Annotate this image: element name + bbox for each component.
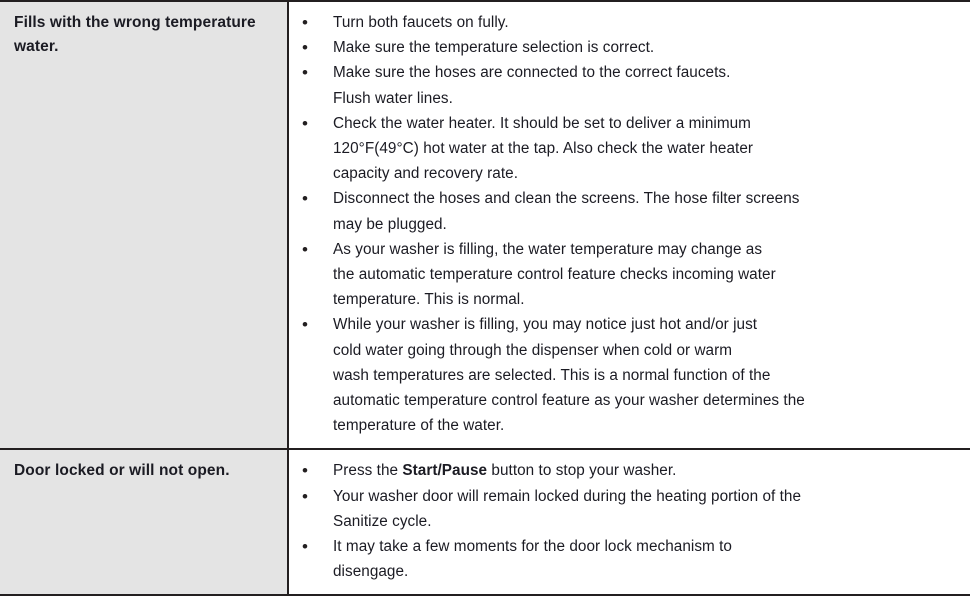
solution-line: may be plugged. [333, 215, 447, 233]
solution-line: Make sure the temperature selection is correct. [333, 39, 655, 57]
solution-line: Flush water lines. [333, 89, 453, 107]
symptom-text: Fills with the wrong temperature water. [14, 14, 256, 55]
emphasized-term: Start/Pause [402, 462, 488, 480]
bullet-icon: • [302, 461, 309, 481]
bullet-icon: • [302, 537, 309, 557]
table-body [0, 1, 970, 595]
symptom-text: Door locked or will not open. [14, 462, 230, 480]
bullet-icon: • [302, 113, 309, 133]
solution-item [289, 312, 962, 438]
solution-line: automatic temperature control feature as your washer determines the [333, 392, 805, 410]
solution-item [289, 534, 962, 584]
solution-line: wash temperatures are selected. This is a normal function of the [333, 366, 771, 384]
solution-line: temperature of the water. [333, 417, 505, 435]
solution-text [333, 458, 962, 483]
solution-item [289, 458, 962, 483]
solution-line: 120°F(49°C) hot water at the tap. Also check the water heater [333, 140, 754, 158]
solution-line: As your washer is filling, the water temperature may change as [333, 240, 763, 258]
solution-line: capacity and recovery rate. [333, 165, 519, 183]
text-run: button to stop your washer. [487, 462, 677, 480]
solution-line: Sanitize cycle. [333, 512, 432, 530]
solution-line: Disconnect the hoses and clean the screens. The hose filter screens [333, 190, 800, 208]
solution-line: cold water going through the dispenser when cold or warm [333, 341, 733, 359]
bullet-icon: • [302, 315, 309, 335]
symptom-cell [0, 1, 288, 449]
solution-item [289, 10, 962, 35]
solution-line: temperature. This is normal. [333, 291, 525, 309]
solution-list [289, 458, 962, 584]
solution-cell [288, 1, 970, 449]
text-run: Press the [333, 462, 403, 480]
solution-line: Check the water heater. It should be set to deliver a minimum [333, 114, 751, 132]
bullet-icon: • [302, 486, 309, 506]
solution-item [289, 237, 962, 313]
solution-item [289, 111, 962, 187]
symptom-cell [0, 449, 288, 595]
solution-cell [288, 449, 970, 595]
solution-line: Your washer door will remain locked during the heating portion of the [333, 487, 802, 505]
solution-line: It may take a few moments for the door lock mechanism to [333, 538, 732, 556]
table-row [0, 449, 970, 595]
solution-item [289, 35, 962, 60]
bullet-icon: • [302, 13, 309, 32]
bullet-icon: • [302, 189, 309, 209]
solution-item [289, 186, 962, 236]
bullet-icon: • [302, 239, 309, 259]
solution-item [289, 60, 962, 110]
solution-list [289, 10, 962, 438]
bullet-icon: • [302, 38, 309, 58]
solution-item [289, 484, 962, 534]
solution-line: Make sure the hoses are connected to the correct faucets. [333, 64, 731, 82]
solution-line: While your washer is filling, you may notice just hot and/or just [333, 316, 758, 334]
solution-line: Turn both faucets on fully. [333, 14, 509, 31]
solution-line: disengage. [333, 563, 409, 581]
bullet-icon: • [302, 63, 309, 83]
solution-line: the automatic temperature control feature checks incoming water [333, 266, 776, 284]
table-row [0, 1, 970, 449]
